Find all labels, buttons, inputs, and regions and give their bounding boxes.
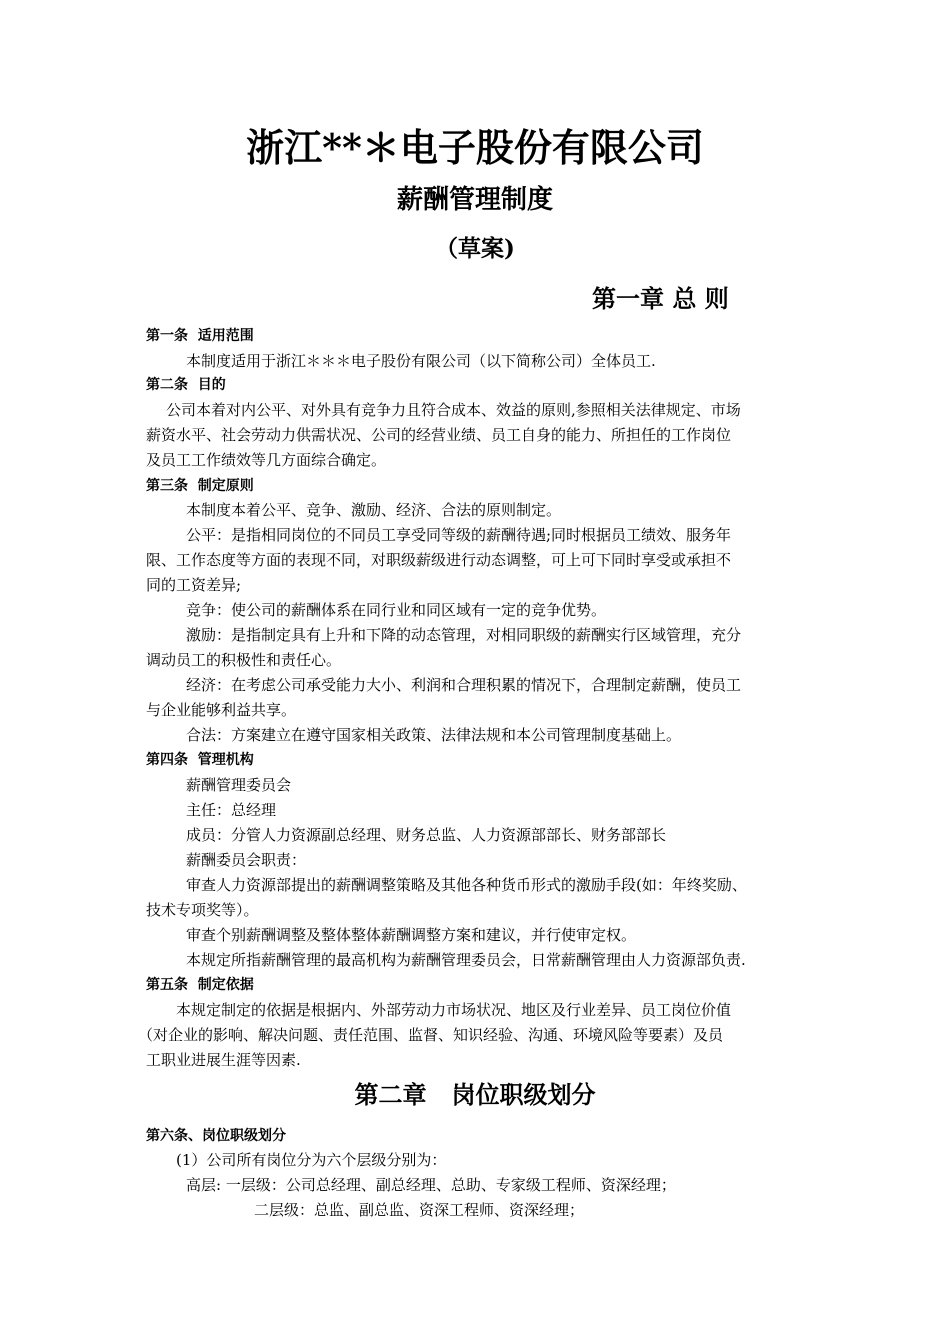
body-line: 薪酬委员会职责： xyxy=(186,851,307,869)
body-line: 经济：在考虑公司承受能力大小、利润和合理积累的情况下，合理制定薪酬，使员工 xyxy=(186,676,742,694)
document-title: 薪酬管理制度 xyxy=(396,185,553,215)
article-heading: 第四条 管理机构 xyxy=(146,752,254,768)
body-line: 同的工资差异; xyxy=(146,576,242,594)
body-line: 公司本着对内公平、对外具有竞争力且符合成本、效益的原则,参照相关法律规定、市场 xyxy=(166,401,741,419)
body-line: 审查人力资源部提出的薪酬调整策略及其他各种货币形式的激励手段(如：年终奖励、 xyxy=(186,876,747,894)
company-title: 浙江**＊电子股份有限公司 xyxy=(246,125,704,170)
body-line: 与企业能够利益共享。 xyxy=(146,701,297,719)
body-line: (1）公司所有岗位分为六个层级分别为： xyxy=(176,1151,447,1169)
chapter-heading: 第一章 总 则 xyxy=(592,284,729,313)
body-line: 竞争：使公司的薪酬体系在同行业和同区域有一定的竞争优势。 xyxy=(186,601,607,619)
body-line: 二层级：总监、副总监、资深工程师、资深经理； xyxy=(254,1201,585,1219)
body-line: 公平：是指相同岗位的不同员工享受同等级的薪酬待遇;同时根据员工绩效、服务年 xyxy=(186,526,732,544)
body-line: （对企业的影响、解决问题、责任范围、监督、知识经验、沟通、环境风险等要素）及员 xyxy=(138,1026,724,1044)
body-line: 工职业进展生涯等因素. xyxy=(146,1051,301,1069)
body-line: 本制度本着公平、竞争、激励、经济、合法的原则制定。 xyxy=(186,501,562,519)
body-line: 限、工作态度等方面的表现不同，对职级薪级进行动态调整，可上可下同时享受或承担不 xyxy=(146,551,732,569)
body-line: 及员工工作绩效等几方面综合确定。 xyxy=(146,451,387,469)
draft-note: （草案) xyxy=(435,235,515,262)
body-line: 激励：是指制定具有上升和下降的动态管理，对相同职级的薪酬实行区域管理，充分 xyxy=(186,626,742,644)
article-heading: 第六条、岗位职级划分 xyxy=(146,1128,286,1144)
body-line: 成员：分管人力资源副总经理、财务总监、人力资源部部长、财务部部长 xyxy=(186,826,667,844)
article-heading: 第五条 制定依据 xyxy=(146,977,254,993)
article-heading: 第三条 制定原则 xyxy=(146,478,254,494)
body-line: 主任：总经理 xyxy=(186,801,277,819)
body-line: 薪资水平、社会劳动力供需状况、公司的经营业绩、员工自身的能力、所担任的工作岗位 xyxy=(146,426,732,444)
article-heading: 第二条 目的 xyxy=(146,377,226,393)
body-line: 高层: 一层级：公司总经理、副总经理、总助、专家级工程师、资深经理； xyxy=(186,1176,676,1194)
body-line: 技术专项奖等）。 xyxy=(146,901,259,919)
body-line: 调动员工的积极性和责任心。 xyxy=(146,651,342,669)
body-line: 薪酬管理委员会 xyxy=(186,776,292,794)
article-heading: 第一条 适用范围 xyxy=(146,328,254,344)
body-line: 本规定所指薪酬管理的最高机构为薪酬管理委员会，日常薪酬管理由人力资源部负责. xyxy=(186,951,746,969)
body-line: 合法：方案建立在遵守国家相关政策、法律法规和本公司管理制度基础上。 xyxy=(186,726,682,744)
chapter-heading: 第二章 岗位职级划分 xyxy=(354,1080,596,1109)
body-line: 本规定制定的依据是根据内、外部劳动力市场状况、地区及行业差异、员工岗位价值 xyxy=(176,1001,732,1019)
body-line: 审查个别薪酬调整及整体整体薪酬调整方案和建议，并行使审定权。 xyxy=(186,926,637,944)
body-line: 本制度适用于浙江＊＊＊电子股份有限公司（以下简称公司）全体员工. xyxy=(186,352,656,370)
